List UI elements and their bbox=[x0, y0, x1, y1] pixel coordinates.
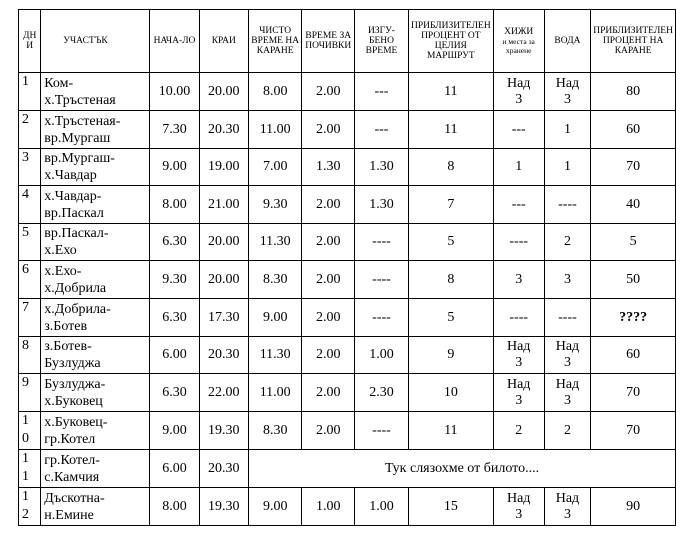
rest-cell: 2.00 bbox=[302, 186, 355, 224]
header-days: ДНИ bbox=[19, 10, 41, 73]
huts-cell: --- bbox=[493, 186, 544, 224]
route-percent-cell: 9 bbox=[408, 337, 493, 374]
start-cell: 9.00 bbox=[150, 412, 199, 450]
lost-cell: ---- bbox=[355, 412, 409, 450]
huts-cell: Над 3 bbox=[493, 73, 544, 111]
rest-cell: 2.00 bbox=[302, 261, 355, 299]
day-cell: 1 1 bbox=[19, 450, 41, 488]
huts-cell: 3 bbox=[493, 261, 544, 299]
huts-cell: Над 3 bbox=[493, 374, 544, 412]
end-cell: 19.30 bbox=[199, 488, 248, 526]
ride-percent-cell: 50 bbox=[591, 261, 676, 299]
end-cell: 20.00 bbox=[199, 73, 248, 111]
table-row bbox=[19, 149, 676, 186]
lost-cell: ---- bbox=[355, 224, 409, 261]
start-cell: 6.00 bbox=[150, 450, 199, 488]
day-cell: 7 bbox=[19, 299, 41, 337]
header-huts-sub: и места за хранене bbox=[502, 37, 535, 55]
header-end: КРАИ bbox=[199, 10, 248, 73]
header-start: НАЧА-ЛО bbox=[150, 10, 199, 73]
water-cell: Над 3 bbox=[544, 73, 590, 111]
water-cell: Над 3 bbox=[544, 337, 590, 374]
route-percent-cell: 11 bbox=[408, 111, 493, 149]
section-cell: Дъскотна- н.Емине bbox=[41, 488, 150, 526]
water-cell: 2 bbox=[544, 224, 590, 261]
route-percent-cell: 8 bbox=[408, 149, 493, 186]
lost-cell: ---- bbox=[355, 299, 409, 337]
day-cell: 6 bbox=[19, 261, 41, 299]
day-cell: 1 2 bbox=[19, 488, 41, 526]
end-cell: 21.00 bbox=[199, 186, 248, 224]
start-cell: 8.00 bbox=[150, 488, 199, 526]
header-lost-time: ИЗГУ-БЕНО ВРЕМЕ bbox=[355, 10, 409, 73]
water-cell: ---- bbox=[544, 186, 590, 224]
start-cell: 10.00 bbox=[150, 73, 199, 111]
day-cell: 2 bbox=[19, 111, 41, 149]
start-cell: 6.30 bbox=[150, 374, 199, 412]
lost-cell: 1.00 bbox=[355, 337, 409, 374]
start-cell: 6.30 bbox=[150, 224, 199, 261]
header-rest-time: ВРЕМЕ ЗА ПОЧИВКИ bbox=[302, 10, 355, 73]
itinerary-table bbox=[18, 9, 676, 526]
ride-percent-cell: 80 bbox=[591, 73, 676, 111]
route-percent-cell: 11 bbox=[408, 73, 493, 111]
rest-cell: 2.00 bbox=[302, 299, 355, 337]
route-percent-cell: 11 bbox=[408, 412, 493, 450]
lost-cell: 1.00 bbox=[355, 488, 409, 526]
table-row bbox=[19, 73, 676, 111]
walk-cell: 7.00 bbox=[248, 149, 302, 186]
huts-cell: ---- bbox=[493, 299, 544, 337]
table-row bbox=[19, 412, 676, 450]
route-percent-cell: 5 bbox=[408, 299, 493, 337]
route-percent-cell: 5 bbox=[408, 224, 493, 261]
note-cell: Тук слязохме от билото.... bbox=[248, 450, 675, 488]
day-cell: 3 bbox=[19, 149, 41, 186]
end-cell: 20.00 bbox=[199, 261, 248, 299]
table-row bbox=[19, 224, 676, 261]
day-cell: 1 bbox=[19, 73, 41, 111]
section-cell: Бузлуджа- х.Буковец bbox=[41, 374, 150, 412]
section-cell: х.Тръстеная- вр.Мургаш bbox=[41, 111, 150, 149]
section-cell: вр.Мургаш- х.Чавдар bbox=[41, 149, 150, 186]
table-row bbox=[19, 186, 676, 224]
water-cell: 1 bbox=[544, 149, 590, 186]
water-cell: 3 bbox=[544, 261, 590, 299]
section-cell: х.Ехо- х.Добрила bbox=[41, 261, 150, 299]
walk-cell: 8.00 bbox=[248, 73, 302, 111]
table-row bbox=[19, 261, 676, 299]
water-cell: ---- bbox=[544, 299, 590, 337]
table-row bbox=[19, 337, 676, 374]
ride-percent-cell: 60 bbox=[591, 337, 676, 374]
end-cell: 22.00 bbox=[199, 374, 248, 412]
day-cell: 1 0 bbox=[19, 412, 41, 450]
ride-percent-cell: 70 bbox=[591, 149, 676, 186]
walk-cell: 9.30 bbox=[248, 186, 302, 224]
lost-cell: --- bbox=[355, 73, 409, 111]
rest-cell: 1.00 bbox=[302, 488, 355, 526]
start-cell: 6.00 bbox=[150, 337, 199, 374]
huts-cell: Над 3 bbox=[493, 488, 544, 526]
section-cell: х.Добрила- з.Ботев bbox=[41, 299, 150, 337]
rest-cell: 2.00 bbox=[302, 412, 355, 450]
day-cell: 9 bbox=[19, 374, 41, 412]
rest-cell: 2.00 bbox=[302, 374, 355, 412]
walk-cell: 8.30 bbox=[248, 412, 302, 450]
huts-cell: Над 3 bbox=[493, 337, 544, 374]
ride-percent-cell: 40 bbox=[591, 186, 676, 224]
walk-cell: 11.30 bbox=[248, 224, 302, 261]
start-cell: 8.00 bbox=[150, 186, 199, 224]
water-cell: 2 bbox=[544, 412, 590, 450]
huts-cell: 2 bbox=[493, 412, 544, 450]
end-cell: 19.30 bbox=[199, 412, 248, 450]
end-cell: 19.00 bbox=[199, 149, 248, 186]
water-cell: Над 3 bbox=[544, 374, 590, 412]
day-cell: 8 bbox=[19, 337, 41, 374]
lost-cell: 1.30 bbox=[355, 186, 409, 224]
ride-percent-cell: 70 bbox=[591, 374, 676, 412]
section-cell: х.Чавдар- вр.Паскал bbox=[41, 186, 150, 224]
rest-cell: 2.00 bbox=[302, 73, 355, 111]
header-huts-main: ХИЖИ bbox=[504, 27, 534, 37]
walk-cell: 11.00 bbox=[248, 111, 302, 149]
ride-percent-cell: ???? bbox=[591, 299, 676, 337]
lost-cell: 2.30 bbox=[355, 374, 409, 412]
end-cell: 17.30 bbox=[199, 299, 248, 337]
section-cell: х.Буковец- гр.Котел bbox=[41, 412, 150, 450]
ride-percent-cell: 70 bbox=[591, 412, 676, 450]
ride-percent-cell: 90 bbox=[591, 488, 676, 526]
header-row bbox=[19, 10, 676, 73]
section-cell: гр.Котел- с.Камчия bbox=[41, 450, 150, 488]
day-cell: 5 bbox=[19, 224, 41, 261]
walk-cell: 11.00 bbox=[248, 374, 302, 412]
day-cell: 4 bbox=[19, 186, 41, 224]
lost-cell: 1.30 bbox=[355, 149, 409, 186]
rest-cell: 2.00 bbox=[302, 337, 355, 374]
route-percent-cell: 15 bbox=[408, 488, 493, 526]
header-water: ВОДА bbox=[544, 10, 590, 73]
header-section: УЧАСТЪК bbox=[41, 10, 150, 73]
start-cell: 6.30 bbox=[150, 299, 199, 337]
route-percent-cell: 7 bbox=[408, 186, 493, 224]
end-cell: 20.00 bbox=[199, 224, 248, 261]
ride-percent-cell: 60 bbox=[591, 111, 676, 149]
walk-cell: 9.00 bbox=[248, 488, 302, 526]
table-row bbox=[19, 488, 676, 526]
header-route-percent: ПРИБЛИЗИТЕЛЕН ПРОЦЕНТ ОТ ЦЕЛИЯ МАРШРУТ bbox=[408, 10, 493, 73]
walk-cell: 9.00 bbox=[248, 299, 302, 337]
end-cell: 20.30 bbox=[199, 450, 248, 488]
header-huts bbox=[493, 10, 544, 73]
start-cell: 9.00 bbox=[150, 149, 199, 186]
lost-cell: --- bbox=[355, 111, 409, 149]
end-cell: 20.30 bbox=[199, 111, 248, 149]
huts-cell: --- bbox=[493, 111, 544, 149]
ride-percent-cell: 5 bbox=[591, 224, 676, 261]
section-cell: Ком- х.Тръстеная bbox=[41, 73, 150, 111]
section-cell: вр.Паскал- х.Ехо bbox=[41, 224, 150, 261]
rest-cell: 1.30 bbox=[302, 149, 355, 186]
start-cell: 9.30 bbox=[150, 261, 199, 299]
route-percent-cell: 8 bbox=[408, 261, 493, 299]
table-row bbox=[19, 111, 676, 149]
section-cell: з.Ботев- Бузлуджа bbox=[41, 337, 150, 374]
huts-cell: ---- bbox=[493, 224, 544, 261]
route-percent-cell: 10 bbox=[408, 374, 493, 412]
lost-cell: ---- bbox=[355, 261, 409, 299]
rest-cell: 2.00 bbox=[302, 224, 355, 261]
header-walk-time: ЧИСТО ВРЕМЕ НА КАРАНЕ bbox=[248, 10, 302, 73]
water-cell: 1 bbox=[544, 111, 590, 149]
table-row bbox=[19, 450, 676, 488]
huts-cell: 1 bbox=[493, 149, 544, 186]
walk-cell: 8.30 bbox=[248, 261, 302, 299]
table-row bbox=[19, 299, 676, 337]
walk-cell: 11.30 bbox=[248, 337, 302, 374]
water-cell: Над 3 bbox=[544, 488, 590, 526]
header-ride-percent: ПРИБЛИЗИТЕЛЕН ПРОЦЕНТ НА КАРАНЕ bbox=[591, 10, 676, 73]
start-cell: 7.30 bbox=[150, 111, 199, 149]
table-row bbox=[19, 374, 676, 412]
rest-cell: 2.00 bbox=[302, 111, 355, 149]
end-cell: 20.30 bbox=[199, 337, 248, 374]
